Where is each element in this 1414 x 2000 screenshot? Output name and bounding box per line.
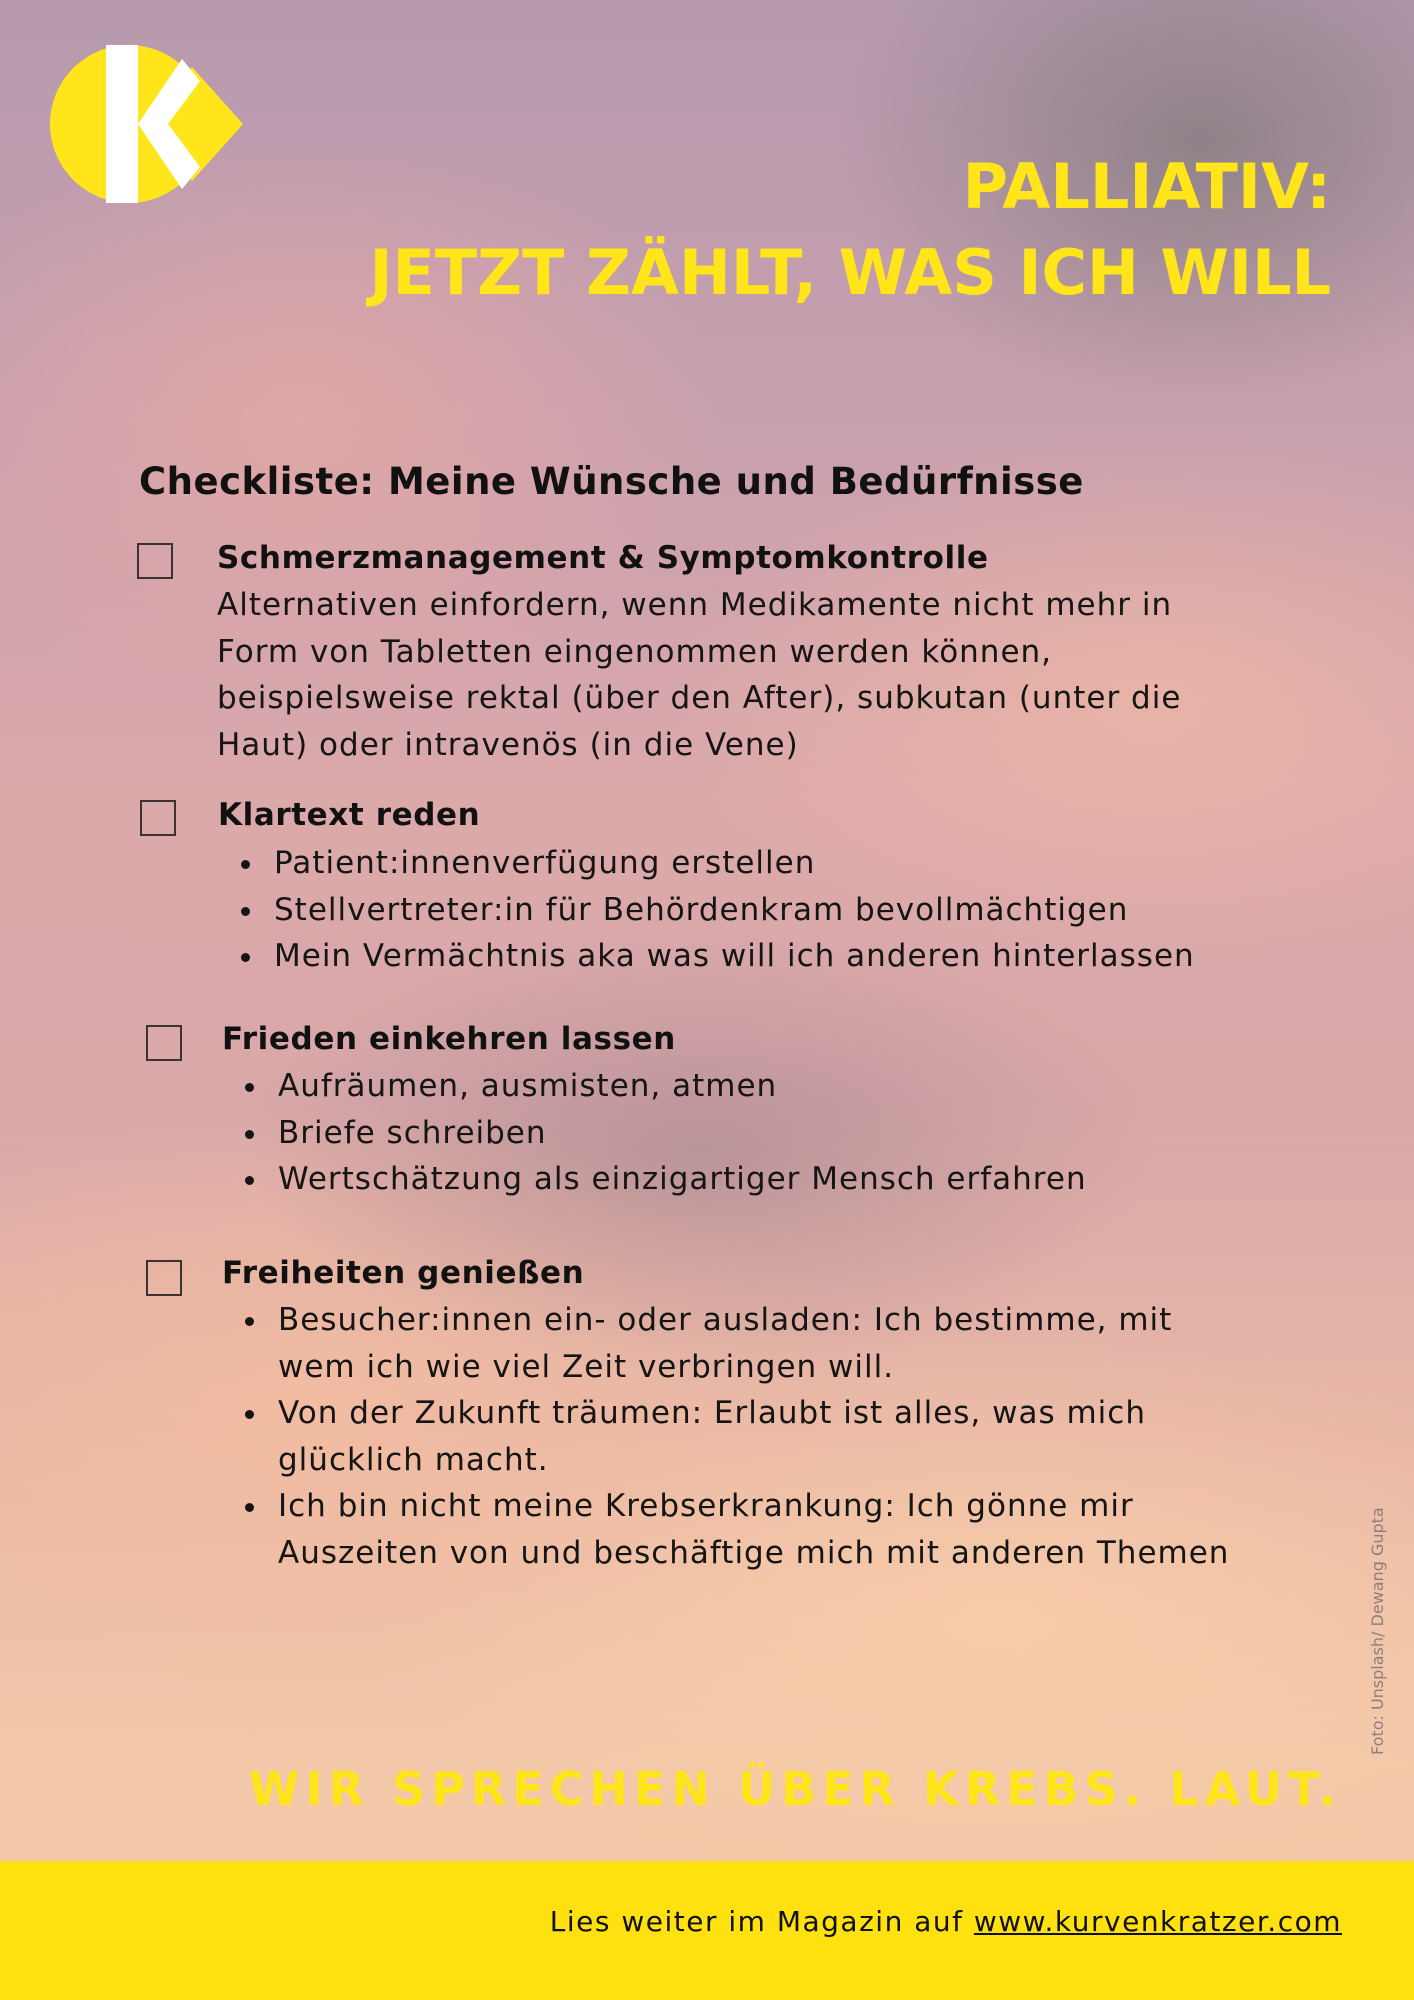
list-item: Aufräumen, ausmisten, atmen bbox=[240, 1063, 1087, 1110]
list-item-line: Von der Zukunft träumen: Erlaubt ist alles, was mich bbox=[278, 1395, 1146, 1431]
footer-bar bbox=[0, 1861, 1414, 2000]
footer-text bbox=[550, 1905, 1342, 1938]
website-link[interactable]: www.kurvenkratzer.com bbox=[973, 1905, 1342, 1938]
kurvenkratzer-logo bbox=[50, 45, 243, 203]
body-line: Haut) oder intravenös (in die Vene) bbox=[217, 726, 799, 763]
checkbox-schmerzmanagement[interactable] bbox=[137, 543, 173, 579]
list-item: Patient:innenverfügung erstellen bbox=[236, 840, 1195, 887]
list-item-line: wem ich wie viel Zeit verbringen will. bbox=[278, 1348, 895, 1385]
section-body-schmerzmanagement bbox=[217, 582, 1181, 768]
photo-credit-text: Foto: Unsplash/ Dewang Gupta bbox=[1368, 1507, 1387, 1755]
body-line: beispielsweise rektal (über den After), subkutan (unter die bbox=[217, 680, 1182, 716]
footer-prefix: Lies weiter im Magazin auf bbox=[549, 1905, 974, 1938]
list-item bbox=[240, 1483, 1229, 1576]
list-item bbox=[240, 1297, 1229, 1390]
bullet-list-frieden bbox=[240, 1063, 1087, 1203]
checkbox-freiheiten[interactable] bbox=[146, 1260, 182, 1296]
list-item-line: glücklich macht. bbox=[278, 1441, 549, 1478]
list-item: Briefe schreiben bbox=[240, 1110, 1087, 1157]
body-line: Alternativen einfordern, wenn Medikamente nicht mehr in bbox=[217, 587, 1173, 623]
title-line-2: JETZT ZÄHLT, WAS ICH WILL bbox=[369, 236, 1331, 309]
section-title-klartext: Klartext reden bbox=[218, 797, 481, 833]
bullet-list-klartext bbox=[236, 840, 1195, 980]
list-item-line: Auszeiten von und beschäftige mich mit anderen Themen bbox=[278, 1534, 1230, 1571]
slogan: WIR SPRECHEN ÜBER KREBS. LAUT. bbox=[248, 1762, 1342, 1816]
section-title-freiheiten: Freiheiten genießen bbox=[222, 1255, 585, 1291]
list-item: Stellvertreter:in für Behördenkram bevollmächtigen bbox=[236, 887, 1195, 934]
checkbox-klartext[interactable] bbox=[140, 800, 176, 836]
page-title bbox=[369, 144, 1331, 316]
section-title-frieden: Frieden einkehren lassen bbox=[222, 1021, 676, 1057]
body-line: Form von Tabletten eingenommen werden können, bbox=[217, 633, 1053, 670]
title-line-1: PALLIATIV: bbox=[962, 150, 1331, 223]
list-item-line: Besucher:innen ein- oder ausladen: Ich bestimme, mit bbox=[278, 1302, 1173, 1338]
bullet-list-freiheiten bbox=[240, 1297, 1229, 1576]
section-title-schmerzmanagement: Schmerzmanagement & Symptomkontrolle bbox=[217, 540, 989, 576]
checkbox-frieden[interactable] bbox=[146, 1025, 182, 1061]
checklist-heading: Checkliste: Meine Wünsche und Bedürfnisse bbox=[139, 460, 1084, 503]
list-item: Mein Vermächtnis aka was will ich anderen hinterlassen bbox=[236, 933, 1195, 980]
list-item bbox=[240, 1390, 1229, 1483]
list-item-line: Ich bin nicht meine Krebserkrankung: Ich gönne mir bbox=[278, 1488, 1134, 1524]
list-item: Wertschätzung als einzigartiger Mensch erfahren bbox=[240, 1156, 1087, 1203]
